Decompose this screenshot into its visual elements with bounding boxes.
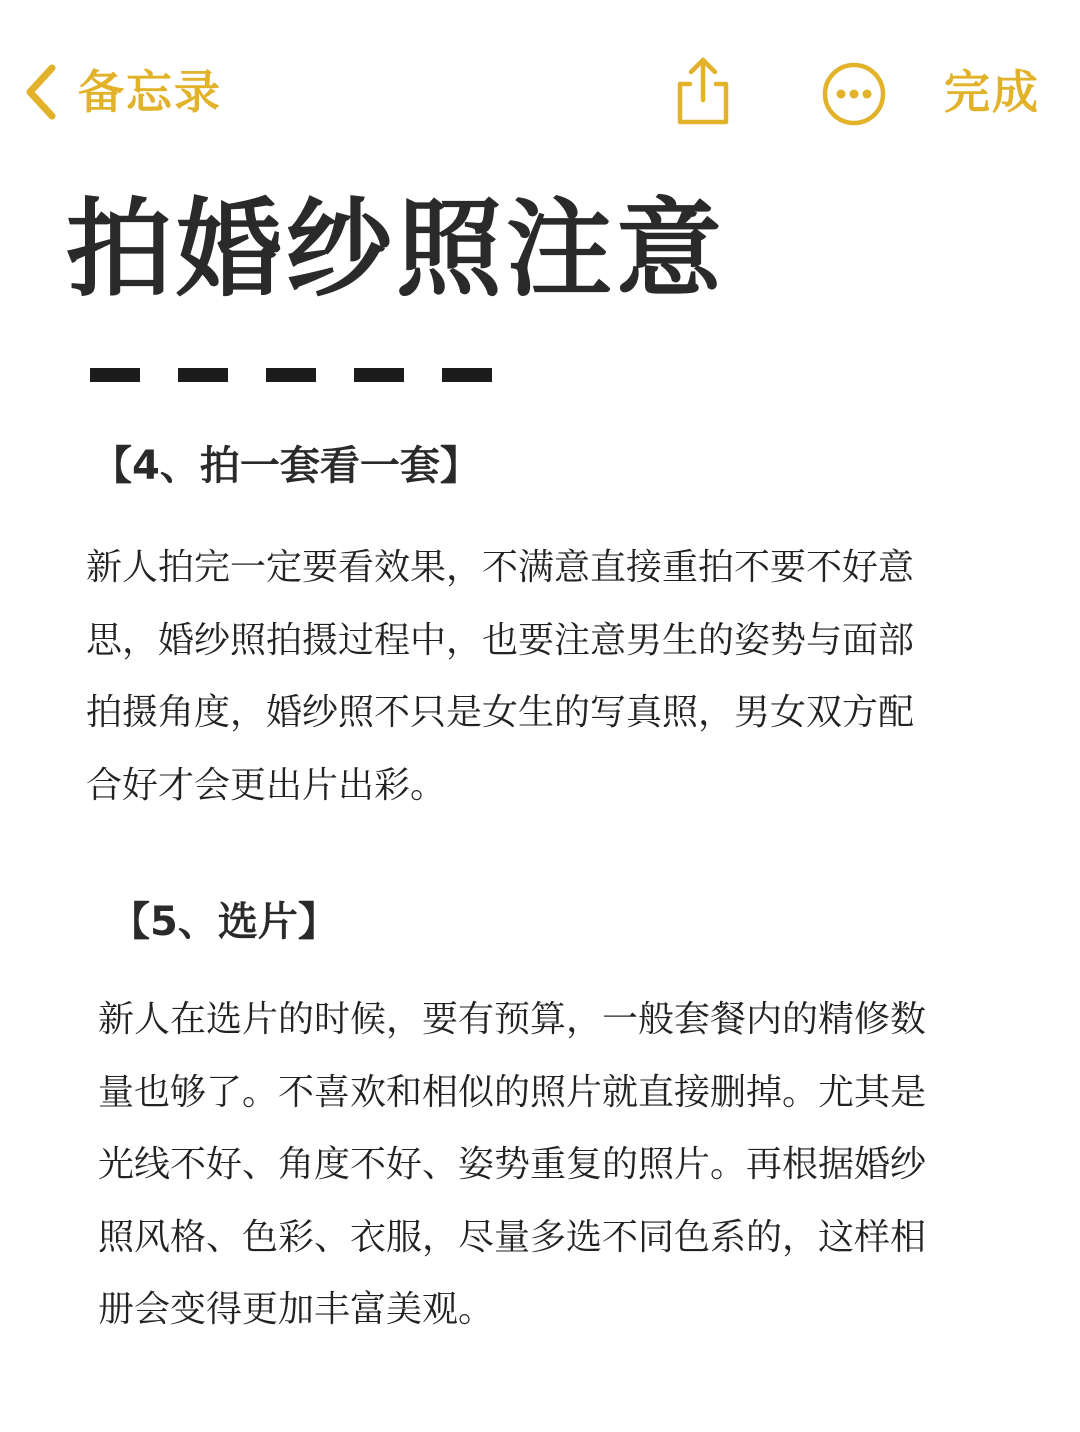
back-button[interactable] bbox=[22, 58, 222, 126]
more-options-button[interactable] bbox=[820, 60, 888, 128]
divider-dashes bbox=[90, 368, 500, 384]
share-button[interactable] bbox=[668, 54, 738, 128]
section-heading: 【4、拍一套看一套】 bbox=[92, 443, 480, 489]
paragraph-line: 新人拍完一定要看效果，不满意直接重拍不要不好意 bbox=[86, 547, 915, 588]
paragraph-line: 拍摄角度，婚纱照不只是女生的写真照，男女双方配 bbox=[86, 692, 915, 733]
navigation-bar bbox=[0, 0, 1080, 180]
paragraph-line: 新人在选片的时候，要有预算，一般套餐内的精修数 bbox=[98, 999, 927, 1040]
done-button[interactable]: 完成 bbox=[944, 65, 1040, 119]
paragraph-line: 照风格、色彩、衣服，尽量多选不同色系的，这样相 bbox=[98, 1216, 927, 1258]
paragraph-line: 量也够了。不喜欢和相似的照片就直接删掉。尤其是 bbox=[98, 1071, 927, 1113]
paragraph-line: 合好才会更出片出彩。 bbox=[86, 764, 447, 806]
section-heading: 【5、选片】 bbox=[110, 899, 338, 945]
back-label: 备忘录 bbox=[78, 65, 222, 119]
section-paragraph bbox=[86, 532, 1002, 822]
note-title: 拍婚纱照注意 bbox=[66, 188, 726, 311]
divider-dash bbox=[178, 368, 228, 382]
divider-dash bbox=[354, 368, 404, 382]
divider-dash bbox=[90, 368, 140, 382]
paragraph-line: 册会变得更加丰富美观。 bbox=[98, 1289, 495, 1330]
section-paragraph bbox=[98, 984, 1014, 1347]
divider-dash bbox=[442, 368, 492, 382]
divider-dash bbox=[266, 368, 316, 382]
share-icon bbox=[668, 113, 738, 132]
paragraph-line: 思，婚纱照拍摄过程中，也要注意男生的姿势与面部 bbox=[86, 619, 915, 661]
chevron-left-icon bbox=[22, 62, 58, 122]
more-icon bbox=[820, 113, 888, 132]
paragraph-line: 光线不好、角度不好、姿势重复的照片。再根据婚纱 bbox=[98, 1144, 927, 1185]
